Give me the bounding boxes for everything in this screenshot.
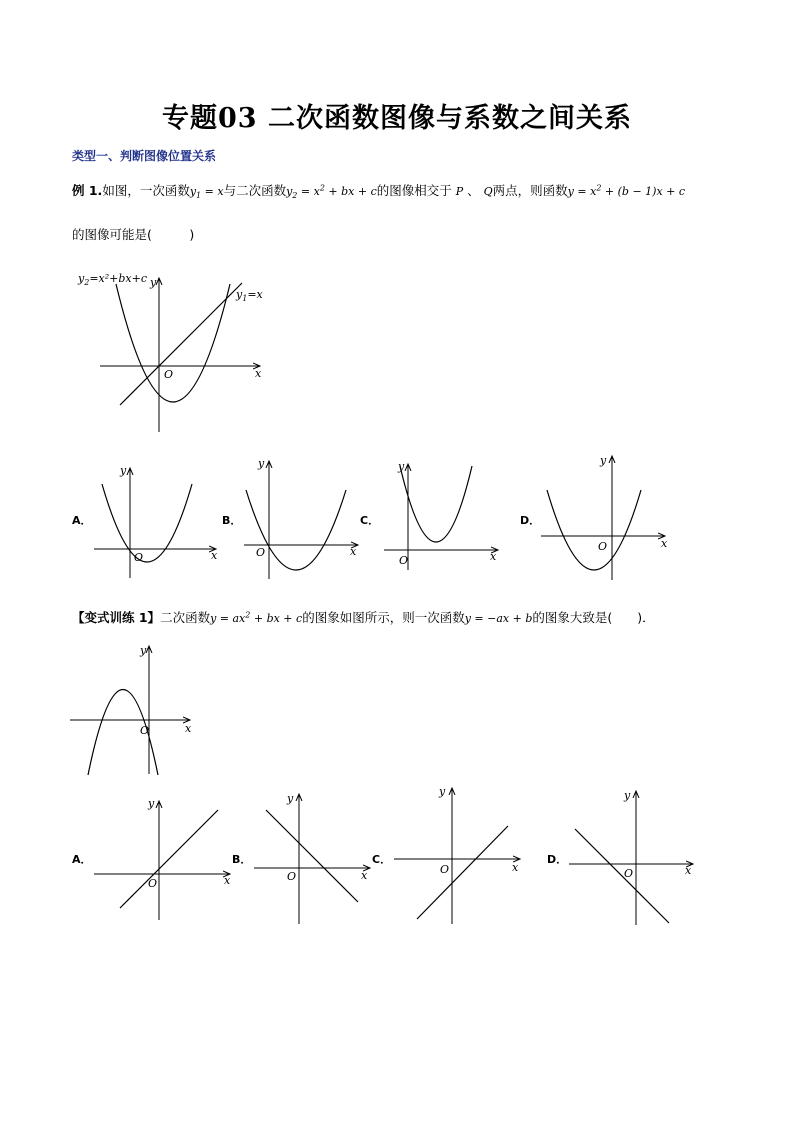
variant-option-d-graph[interactable] (565, 785, 700, 930)
option-a-label[interactable]: A． (72, 514, 92, 527)
svg-text:x: x (211, 549, 218, 562)
svg-text:x: x (685, 864, 692, 877)
page-title: 专题03 二次函数图像与系数之间关系 (162, 103, 632, 134)
parabola-y2 (116, 284, 230, 402)
option-a-graph[interactable] (90, 462, 220, 582)
svg-text:x: x (490, 550, 497, 563)
option-b-graph[interactable] (240, 455, 365, 585)
svg-text:O: O (134, 551, 144, 564)
math-target-function: $y = x^2 + (b - 1)x + c$ (567, 183, 686, 198)
variant-option-c-label[interactable]: C． (372, 853, 392, 866)
svg-text:x: x (224, 874, 231, 887)
variant-option-d-label[interactable]: D． (547, 853, 568, 866)
variant-option-b-label[interactable]: B． (232, 853, 252, 866)
svg-text:y: y (258, 457, 265, 470)
svg-text:y: y (148, 797, 155, 810)
svg-text:x: x (661, 537, 668, 550)
option-c-graph[interactable] (380, 458, 505, 573)
origin-label: O (164, 368, 174, 381)
svg-text:y: y (287, 792, 294, 805)
svg-text:y: y (140, 644, 147, 657)
variant-label: 【变式训练 1】 (72, 610, 161, 625)
svg-text:x: x (361, 869, 368, 882)
variant-option-a-graph[interactable] (90, 795, 235, 925)
svg-text:O: O (287, 870, 297, 883)
variant-option-b-graph[interactable] (250, 788, 375, 928)
example-1-question: 例 1.如图，一次函数$y_1 = x$与二次函数$y_2 = x^2$ + bx + c的图像相交于 P 、 Q两点，则函数$y = x^2 + (b - 1)x + c$ (72, 183, 686, 201)
axis-label-y: y (150, 276, 157, 289)
svg-text:O: O (256, 546, 266, 559)
section-heading: 类型一、判断图像位置关系 (72, 149, 217, 163)
svg-text:y: y (398, 460, 405, 473)
math-y2: $y_2 = x^2$ + bx + c (286, 183, 377, 201)
line-y1 (120, 283, 242, 405)
svg-text:y: y (600, 454, 607, 467)
option-d-label[interactable]: D． (520, 514, 541, 527)
svg-text:O: O (140, 724, 150, 737)
svg-text:x: x (185, 722, 192, 735)
svg-text:y: y (624, 789, 631, 802)
variant-1-graph (66, 640, 206, 780)
option-c-label[interactable]: C． (360, 514, 380, 527)
label-y1: $y_1=x$ (236, 288, 263, 303)
svg-text:O: O (399, 554, 409, 567)
math-y1: $y_1 = x$ (189, 185, 224, 201)
variant-1-question: 【变式训练 1】二次函数$y = ax^2$ + bx + c的图象如图所示，则一次函数y = −ax + b的图象大致是( )． (72, 610, 655, 625)
math-quadratic: $y = ax^2$ + bx + c (210, 610, 303, 625)
label-y2: $y_2=x^2+bx+c$ (78, 272, 147, 287)
axis-label-x: x (255, 367, 262, 380)
option-b-label[interactable]: B． (222, 514, 242, 527)
svg-text:x: x (350, 545, 357, 558)
variant-option-a-label[interactable]: A． (72, 853, 92, 866)
svg-text:y: y (439, 785, 446, 798)
variant-option-c-graph[interactable] (390, 782, 525, 927)
svg-text:O: O (598, 540, 608, 553)
example-1-question-line2: 的图像可能是( ) (72, 227, 195, 242)
svg-text:x: x (512, 861, 519, 874)
svg-text:O: O (440, 863, 450, 876)
math-linear: y = −ax + b (464, 612, 533, 625)
example-label: 例 1. (72, 183, 103, 198)
svg-text:O: O (148, 877, 158, 890)
svg-text:O: O (624, 867, 634, 880)
svg-text:y: y (120, 464, 127, 477)
example-1-graph (70, 262, 280, 437)
option-d-graph[interactable] (535, 450, 675, 585)
